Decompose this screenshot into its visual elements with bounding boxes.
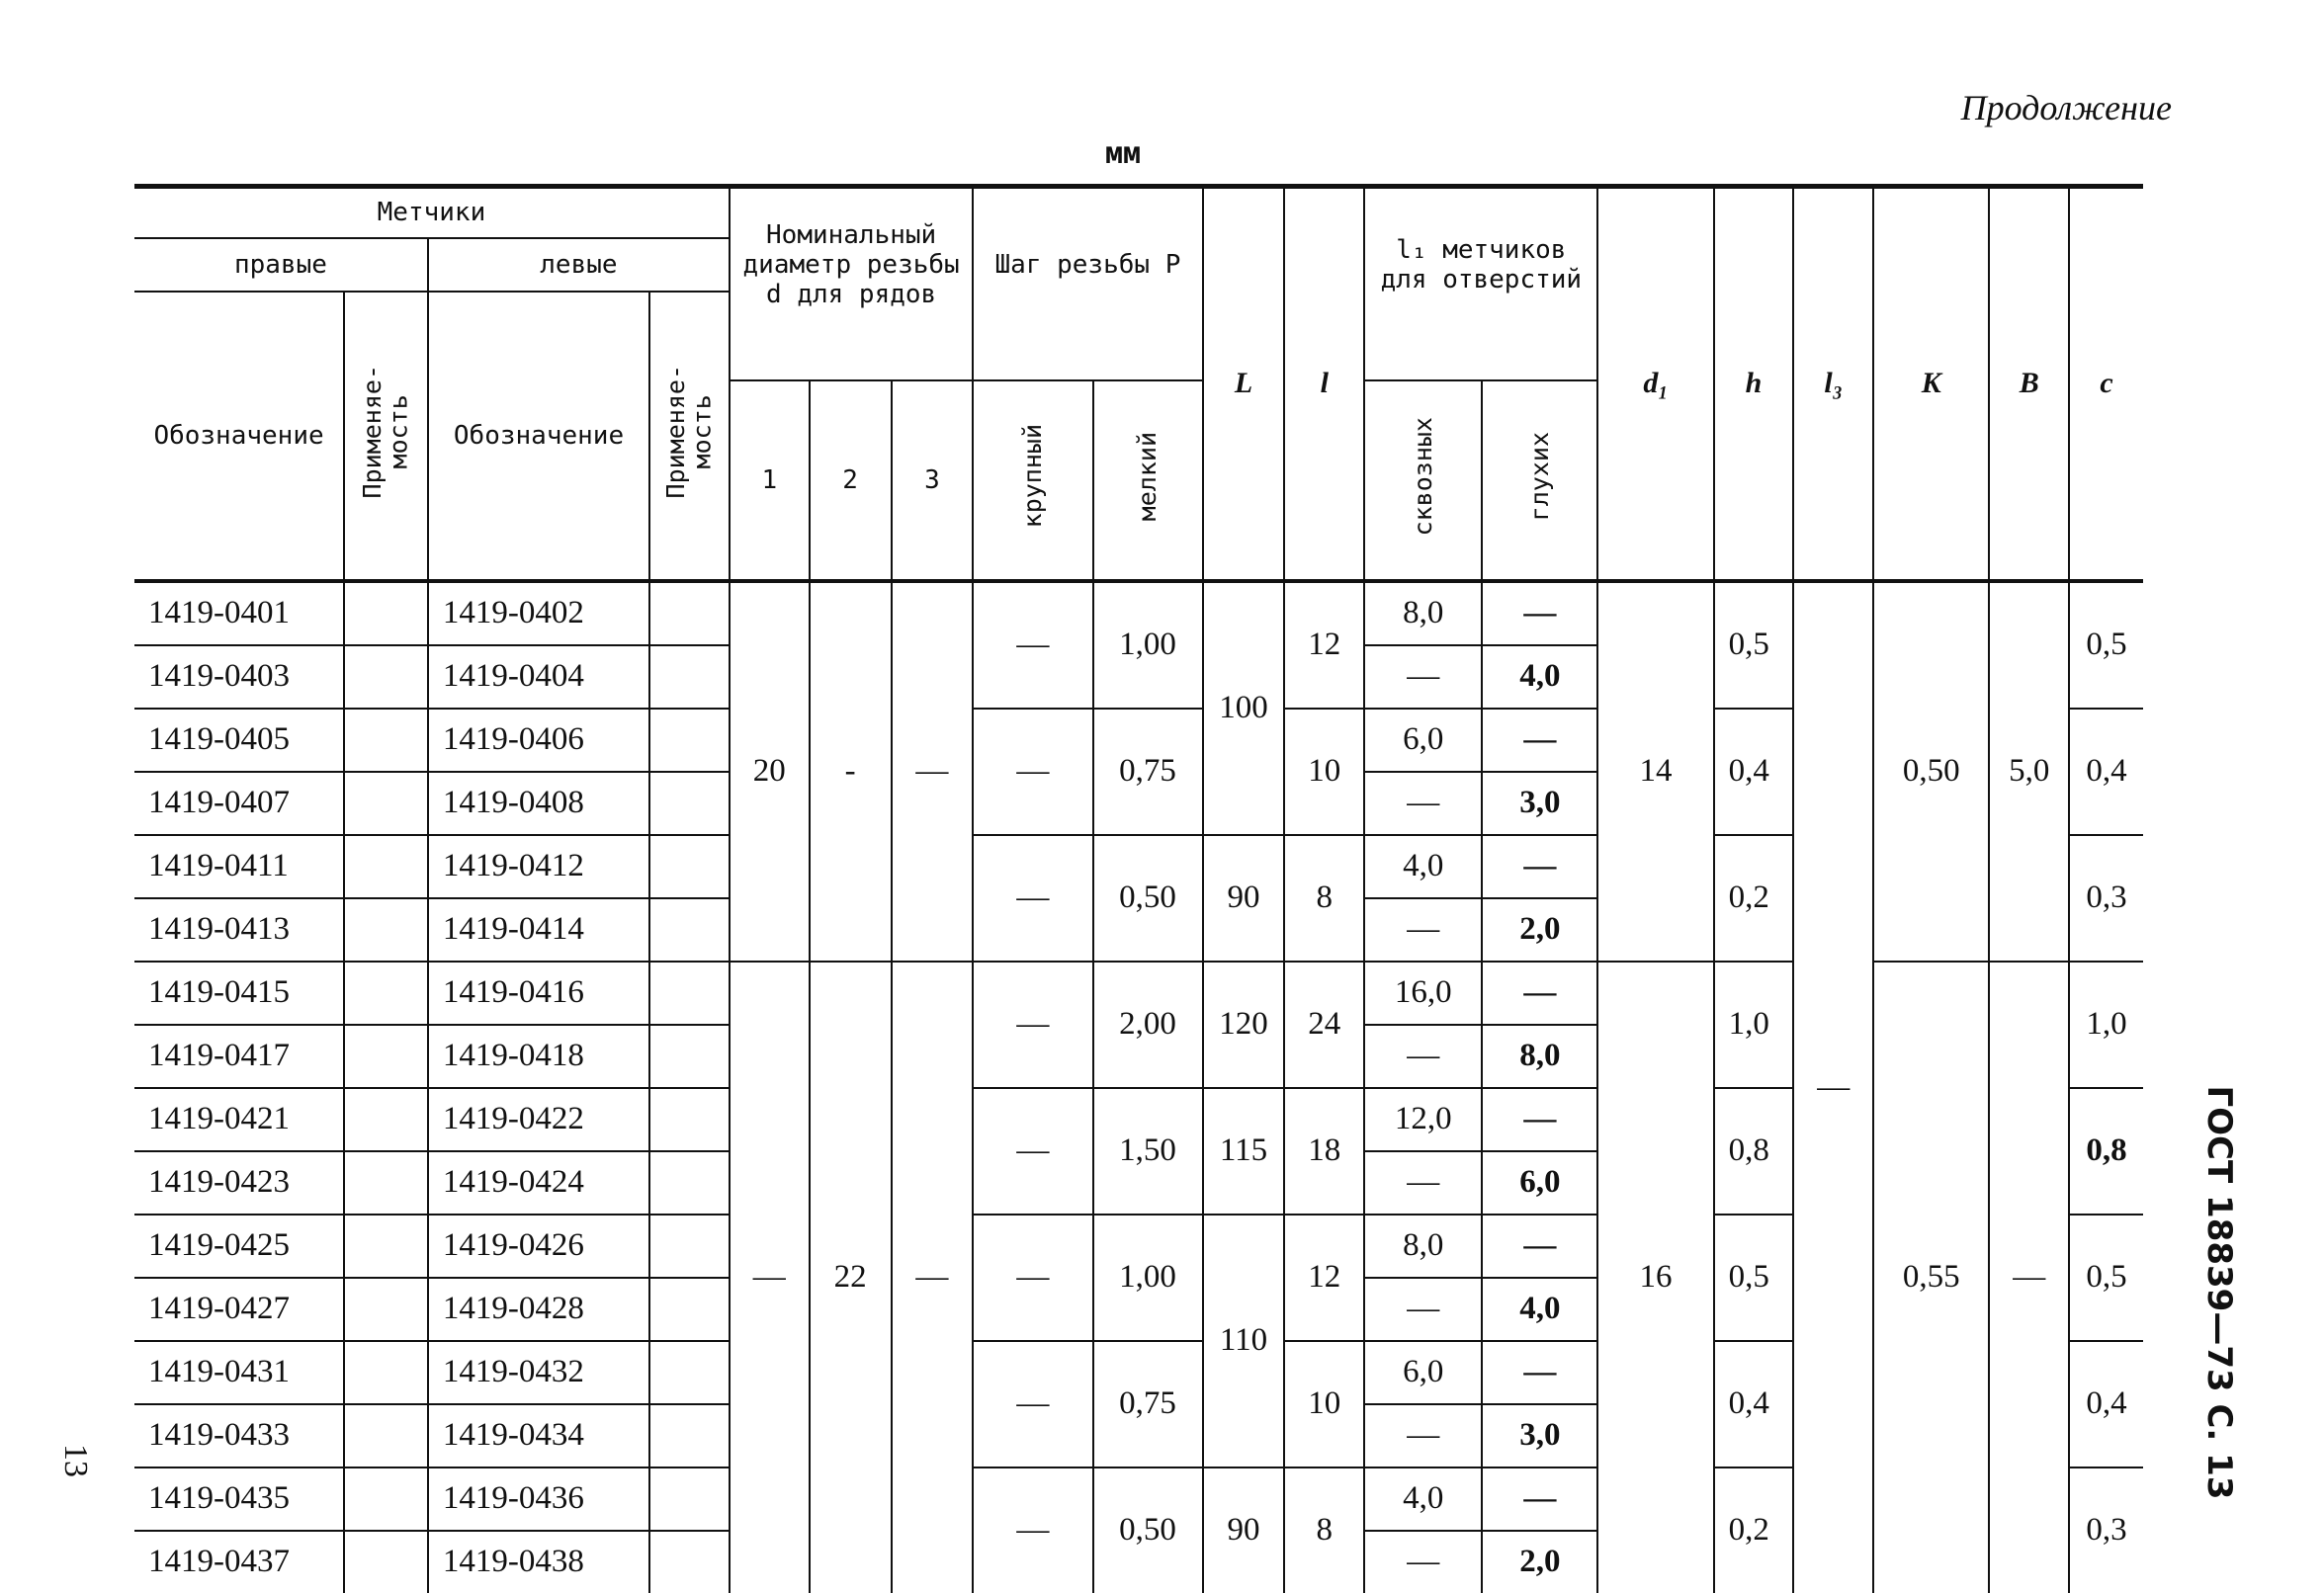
right-applicability bbox=[344, 1151, 428, 1215]
right-designation: 1419-0417 bbox=[134, 1025, 344, 1088]
left-applicability bbox=[649, 962, 730, 1025]
l-value: 24 bbox=[1284, 962, 1364, 1088]
d1-header: d₁ bbox=[1597, 187, 1713, 579]
left-applicability bbox=[649, 709, 730, 772]
designation-right-header: Обозначение bbox=[153, 420, 324, 451]
right-designation: 1419-0425 bbox=[134, 1215, 344, 1278]
right-applicability bbox=[344, 1404, 428, 1467]
left-applicability bbox=[649, 1467, 730, 1531]
left-designation: 1419-0412 bbox=[428, 835, 649, 898]
h-value: 0,4 bbox=[1714, 1341, 1794, 1467]
coarse-pitch: — bbox=[973, 1467, 1092, 1593]
coarse-pitch: — bbox=[973, 1215, 1092, 1341]
c-value: 0,5 bbox=[2069, 581, 2143, 709]
c-value: 0,5 bbox=[2069, 1215, 2143, 1341]
l1-through: 8,0 bbox=[1364, 581, 1482, 645]
left-applicability bbox=[649, 645, 730, 709]
right-applicability bbox=[344, 962, 428, 1025]
right-designation: 1419-0415 bbox=[134, 962, 344, 1025]
coarse-pitch: — bbox=[973, 1341, 1092, 1467]
right-designation: 1419-0413 bbox=[134, 898, 344, 962]
c-value: 0,3 bbox=[2069, 835, 2143, 962]
fine-pitch: 0,75 bbox=[1093, 1341, 1203, 1467]
h-value: 1,0 bbox=[1714, 962, 1794, 1088]
diameter-row3: — bbox=[892, 581, 974, 962]
l1-blind: 4,0 bbox=[1482, 645, 1597, 709]
l-value: 10 bbox=[1284, 709, 1364, 835]
L-value: 110 bbox=[1203, 1215, 1285, 1467]
left-designation: 1419-0406 bbox=[428, 709, 649, 772]
l1-through: 6,0 bbox=[1364, 1341, 1482, 1404]
left-applicability bbox=[649, 1278, 730, 1341]
K-header: K bbox=[1873, 187, 1989, 579]
d1-value: 16 bbox=[1597, 962, 1713, 1593]
l1-through: 8,0 bbox=[1364, 1215, 1482, 1278]
fine-pitch: 0,50 bbox=[1093, 1467, 1203, 1593]
fine-pitch: 0,50 bbox=[1093, 835, 1203, 962]
right-designation: 1419-0401 bbox=[134, 581, 344, 645]
c-value: 0,3 bbox=[2069, 1467, 2143, 1593]
right-designation: 1419-0427 bbox=[134, 1278, 344, 1341]
K-value: 0,50 bbox=[1873, 581, 1989, 962]
l1-blind: 4,0 bbox=[1482, 1278, 1597, 1341]
d1-value: 14 bbox=[1597, 581, 1713, 962]
row3-header: 3 bbox=[892, 380, 974, 579]
left-designation: 1419-0436 bbox=[428, 1467, 649, 1531]
l1-through: — bbox=[1364, 898, 1482, 962]
left-applicability bbox=[649, 1341, 730, 1404]
left-designation: 1419-0422 bbox=[428, 1088, 649, 1151]
right-applicability bbox=[344, 1025, 428, 1088]
l1-blind: 2,0 bbox=[1482, 898, 1597, 962]
left-designation: 1419-0432 bbox=[428, 1341, 649, 1404]
taps-header: Метчики bbox=[134, 187, 730, 238]
right-applicability bbox=[344, 1341, 428, 1404]
B-header: B bbox=[1989, 187, 2069, 579]
l-value: 10 bbox=[1284, 1341, 1364, 1467]
right-designation: 1419-0437 bbox=[148, 1544, 290, 1579]
L-header: L bbox=[1203, 187, 1285, 579]
l-header: l bbox=[1284, 187, 1364, 579]
l-value: 12 bbox=[1284, 1215, 1364, 1341]
l1-through: — bbox=[1364, 1531, 1482, 1593]
left-designation: 1419-0438 bbox=[428, 1531, 649, 1593]
l1-through: — bbox=[1364, 1151, 1482, 1215]
L-value: 115 bbox=[1203, 1088, 1285, 1215]
l1-through: — bbox=[1364, 1404, 1482, 1467]
h-value: 0,8 bbox=[1714, 1088, 1794, 1215]
l3-value: — bbox=[1793, 581, 1873, 1593]
left-applicability bbox=[649, 1215, 730, 1278]
left-designation: 1419-0428 bbox=[428, 1278, 649, 1341]
taps-table bbox=[134, 184, 2143, 1593]
left-designation: 1419-0404 bbox=[428, 645, 649, 709]
l1-blind: — bbox=[1482, 581, 1597, 645]
right-applicability bbox=[344, 1531, 428, 1593]
l1-through: — bbox=[1364, 1025, 1482, 1088]
row2-header: 2 bbox=[810, 380, 892, 579]
K-value: 0,55 bbox=[1873, 962, 1989, 1593]
right-applicability bbox=[344, 898, 428, 962]
l1-through: — bbox=[1364, 1278, 1482, 1341]
left-designation: 1419-0416 bbox=[428, 962, 649, 1025]
left-designation: 1419-0414 bbox=[428, 898, 649, 962]
l-value: 12 bbox=[1284, 581, 1364, 709]
page-number: 13 bbox=[57, 1444, 94, 1477]
l1-blind: — bbox=[1482, 1467, 1597, 1531]
c-value: 1,0 bbox=[2069, 962, 2143, 1088]
diameter-row3: — bbox=[892, 962, 974, 1593]
right-designation: 1419-0423 bbox=[134, 1151, 344, 1215]
right-designation: 1419-0433 bbox=[134, 1404, 344, 1467]
right-applicability bbox=[344, 1278, 428, 1341]
right-applicability bbox=[344, 1467, 428, 1531]
left-applicability bbox=[649, 1151, 730, 1215]
L-value: 90 bbox=[1203, 1467, 1285, 1593]
l-value: 8 bbox=[1284, 1467, 1364, 1593]
fine-pitch: 2,00 bbox=[1093, 962, 1203, 1088]
right-applicability bbox=[344, 835, 428, 898]
right-applicability bbox=[344, 581, 428, 645]
L-value: 90 bbox=[1203, 835, 1285, 962]
left-designation: 1419-0402 bbox=[428, 581, 649, 645]
left-taps-header: левые bbox=[428, 238, 730, 292]
fine-pitch-header: мелкий bbox=[1093, 380, 1203, 579]
coarse-pitch: — bbox=[973, 962, 1092, 1088]
l1-blind: — bbox=[1482, 835, 1597, 898]
l-value: 18 bbox=[1284, 1088, 1364, 1215]
h-header: h bbox=[1714, 187, 1794, 579]
B-value: 5,0 bbox=[1989, 581, 2069, 962]
diameter-row2: 22 bbox=[810, 962, 892, 1593]
right-taps-header: правые bbox=[134, 238, 428, 292]
h-value: 0,2 bbox=[1714, 835, 1794, 962]
c-value: 0,8 bbox=[2069, 1088, 2143, 1215]
h-value: 0,4 bbox=[1714, 709, 1794, 835]
right-designation: 1419-0411 bbox=[134, 835, 344, 898]
coarse-pitch: — bbox=[973, 581, 1092, 709]
row1-header: 1 bbox=[730, 380, 810, 579]
l1-blind: — bbox=[1482, 1341, 1597, 1404]
coarse-pitch: — bbox=[973, 1088, 1092, 1215]
left-designation: 1419-0424 bbox=[428, 1151, 649, 1215]
l1-blind: 2,0 bbox=[1482, 1531, 1597, 1593]
l1-blind: 8,0 bbox=[1482, 1025, 1597, 1088]
left-applicability bbox=[649, 1404, 730, 1467]
left-designation: 1419-0426 bbox=[428, 1215, 649, 1278]
right-applicability bbox=[344, 1088, 428, 1151]
standard-side-label: ГОСТ 18839—73 С. 13 bbox=[2199, 1085, 2239, 1500]
l1-blind: 3,0 bbox=[1482, 772, 1597, 835]
left-designation: 1419-0434 bbox=[428, 1404, 649, 1467]
right-applicability bbox=[344, 709, 428, 772]
L-value: 120 bbox=[1203, 962, 1285, 1088]
right-designation: 1419-0421 bbox=[134, 1088, 344, 1151]
B-value: — bbox=[1989, 962, 2069, 1593]
coarse-pitch: — bbox=[973, 835, 1092, 962]
l1-blind: — bbox=[1482, 709, 1597, 772]
l1-through: — bbox=[1364, 772, 1482, 835]
l1-through: 4,0 bbox=[1364, 1467, 1482, 1531]
left-applicability bbox=[649, 898, 730, 962]
coarse-pitch-header: крупный bbox=[973, 380, 1092, 579]
L-value: 100 bbox=[1203, 581, 1285, 835]
l1-through: 4,0 bbox=[1364, 835, 1482, 898]
left-designation: 1419-0418 bbox=[428, 1025, 649, 1088]
l-value: 8 bbox=[1284, 835, 1364, 962]
fine-pitch: 1,00 bbox=[1093, 581, 1203, 709]
right-applicability bbox=[344, 1215, 428, 1278]
nominal-diameter-header: Номинальный диаметр резьбы d для рядов bbox=[730, 187, 973, 341]
fine-pitch: 1,00 bbox=[1093, 1215, 1203, 1341]
l1-header: l₁ метчиков для отверстий bbox=[1364, 187, 1597, 341]
l1-through: — bbox=[1364, 645, 1482, 709]
left-applicability bbox=[649, 1531, 730, 1593]
right-applicability bbox=[344, 772, 428, 835]
left-designation: 1419-0408 bbox=[428, 772, 649, 835]
table-row bbox=[134, 581, 2143, 645]
l1-blind: — bbox=[1482, 1088, 1597, 1151]
fine-pitch: 0,75 bbox=[1093, 709, 1203, 835]
l1-blind: 3,0 bbox=[1482, 1404, 1597, 1467]
c-value: 0,4 bbox=[2069, 709, 2143, 835]
l1-through: 12,0 bbox=[1364, 1088, 1482, 1151]
left-applicability bbox=[649, 581, 730, 645]
c-value: 0,4 bbox=[2069, 1341, 2143, 1467]
fine-pitch: 1,50 bbox=[1093, 1088, 1203, 1215]
diameter-row1: 20 bbox=[730, 581, 810, 962]
through-holes-header: сквозных bbox=[1364, 380, 1482, 579]
left-applicability bbox=[649, 1088, 730, 1151]
h-value: 0,2 bbox=[1714, 1467, 1794, 1593]
diameter-row1: — bbox=[730, 962, 810, 1593]
l1-through: 6,0 bbox=[1364, 709, 1482, 772]
right-designation: 1419-0435 bbox=[134, 1467, 344, 1531]
unit-label: мм bbox=[1105, 136, 1142, 171]
l3-header: l₃ bbox=[1793, 187, 1873, 579]
l1-blind: — bbox=[1482, 1215, 1597, 1278]
blind-holes-header: глухих bbox=[1482, 380, 1597, 579]
l1-blind: 6,0 bbox=[1482, 1151, 1597, 1215]
pitch-header: Шаг резьбы P bbox=[973, 187, 1202, 341]
right-designation: 1419-0403 bbox=[134, 645, 344, 709]
l1-through: 16,0 bbox=[1364, 962, 1482, 1025]
right-designation: 1419-0405 bbox=[134, 709, 344, 772]
h-value: 0,5 bbox=[1714, 1215, 1794, 1341]
right-applicability bbox=[344, 645, 428, 709]
continuation-label: Продолжение bbox=[1960, 88, 2172, 127]
left-applicability bbox=[649, 1025, 730, 1088]
right-designation: 1419-0431 bbox=[134, 1341, 344, 1404]
right-designation: 1419-0407 bbox=[134, 772, 344, 835]
left-applicability bbox=[649, 772, 730, 835]
applicability-left-header: Применяе- мость bbox=[649, 292, 730, 579]
applicability-right-header: Применяе- мость bbox=[344, 292, 428, 579]
left-applicability bbox=[649, 835, 730, 898]
coarse-pitch: — bbox=[973, 709, 1092, 835]
h-value: 0,5 bbox=[1714, 581, 1794, 709]
l1-blind: — bbox=[1482, 962, 1597, 1025]
designation-left-header: Обозначение bbox=[428, 292, 649, 579]
diameter-row2: - bbox=[810, 581, 892, 962]
c-header: c bbox=[2069, 187, 2143, 579]
